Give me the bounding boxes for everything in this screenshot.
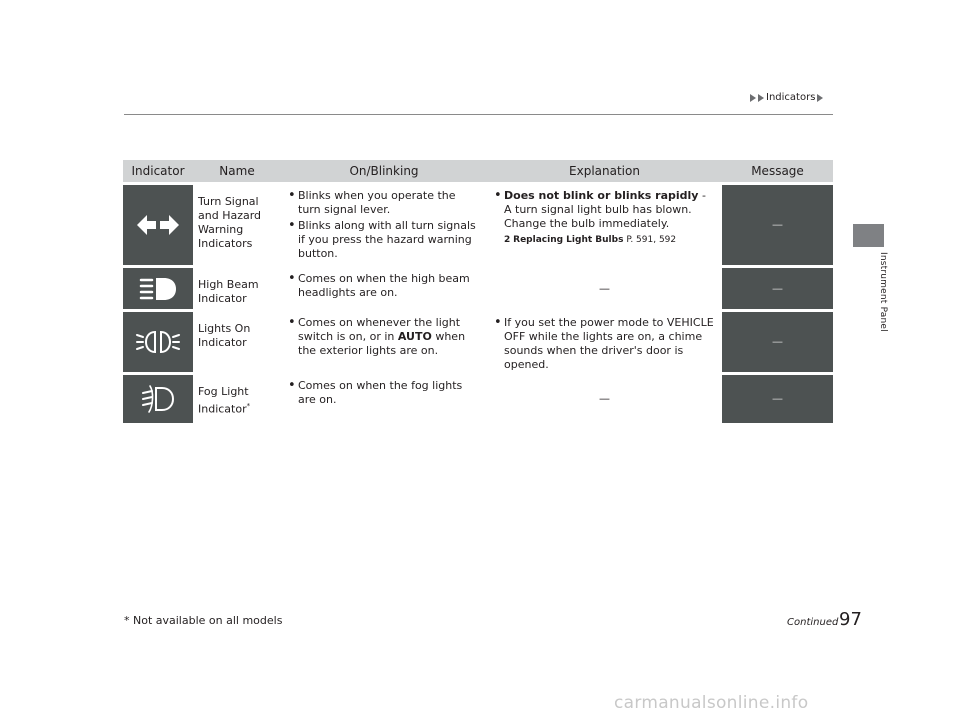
explanation-bold: Does not blink or blinks rapidly <box>504 189 699 202</box>
column-header: Name <box>193 160 281 182</box>
indicator-name-text: Fog Light Indicator <box>198 385 249 416</box>
on-blinking-text: Comes on whenever the light switch is on, or in <box>298 316 461 343</box>
on-blinking-cell <box>281 268 487 309</box>
column-header: On/Blinking <box>281 160 487 182</box>
continued-label: Continued <box>787 617 839 628</box>
explanation-cell <box>487 185 722 265</box>
indicator-name: Turn Signal and Hazard Warning Indicators <box>198 195 262 250</box>
indicators-table <box>123 157 833 426</box>
indicator-name <box>193 375 281 423</box>
page-number: 97 <box>839 609 862 630</box>
message-cell: — <box>722 185 833 265</box>
table-row <box>123 268 833 309</box>
column-header: Indicator <box>123 160 193 182</box>
column-header: Message <box>722 160 833 182</box>
message-cell: — <box>722 312 833 372</box>
breadcrumb-label: Indicators <box>766 92 816 103</box>
reference-title: Replacing Light Bulbs <box>513 235 624 245</box>
table-row <box>123 312 833 372</box>
table-row <box>123 185 833 265</box>
turn-signal-arrows-icon <box>136 213 180 237</box>
on-blinking-text: when the exterior lights are on. <box>298 330 466 357</box>
header-rule <box>124 114 833 115</box>
list-item <box>287 316 481 358</box>
list-item <box>493 189 716 231</box>
list-item: • Blinks when you operate the turn signal lever. <box>287 189 481 217</box>
breadcrumb-arrow-icon <box>750 94 756 102</box>
on-blinking-cell <box>281 375 487 423</box>
indicator-cell <box>123 268 193 309</box>
footnote: * Not available on all models <box>124 614 283 627</box>
breadcrumb-arrow-icon <box>758 94 764 102</box>
list-item: • Comes on when the high beam headlights are on. <box>287 272 481 300</box>
breadcrumb <box>750 92 823 103</box>
footnote-mark: * <box>246 402 251 410</box>
auto-label: AUTO <box>397 330 432 343</box>
list-item: • Blinks along with all turn signals if you press the hazard warning button. <box>287 219 481 261</box>
section-tab-label: Instrument Panel <box>878 252 888 332</box>
message-cell: — <box>722 268 833 309</box>
table-header-row <box>123 160 833 182</box>
list-item: • Comes on when the fog lights are on. <box>287 379 481 407</box>
breadcrumb-arrow-icon <box>817 94 823 102</box>
watermark: carmanualsonline.info <box>614 693 809 713</box>
high-beam-icon <box>138 276 178 302</box>
lights-on-icon <box>135 329 181 355</box>
explanation-cell: — <box>599 281 610 295</box>
on-blinking-cell <box>281 185 487 265</box>
list-item: • If you set the power mode to VEHICLE OFF while the lights are on, a chime sounds when the driver's door is opened. <box>493 316 716 372</box>
explanation-text: - A turn signal light bulb has blown. Change the bulb immediately. <box>504 189 706 230</box>
table-row <box>123 375 833 423</box>
indicator-cell <box>123 375 193 423</box>
section-tab <box>853 224 884 247</box>
page-reference[interactable] <box>504 233 716 247</box>
reference-arrow-icon: 2 <box>504 235 511 245</box>
reference-pages: P. 591, 592 <box>626 235 677 245</box>
indicator-cell <box>123 185 193 265</box>
fog-light-icon <box>141 384 175 414</box>
indicator-name: Lights On Indicator <box>198 322 251 349</box>
explanation-cell: — <box>599 392 610 405</box>
explanation-cell <box>487 312 722 372</box>
indicator-cell <box>123 312 193 372</box>
indicator-name: High Beam Indicator <box>198 278 259 305</box>
on-blinking-cell <box>281 312 487 372</box>
column-header: Explanation <box>487 160 722 182</box>
message-cell: — <box>722 375 833 423</box>
